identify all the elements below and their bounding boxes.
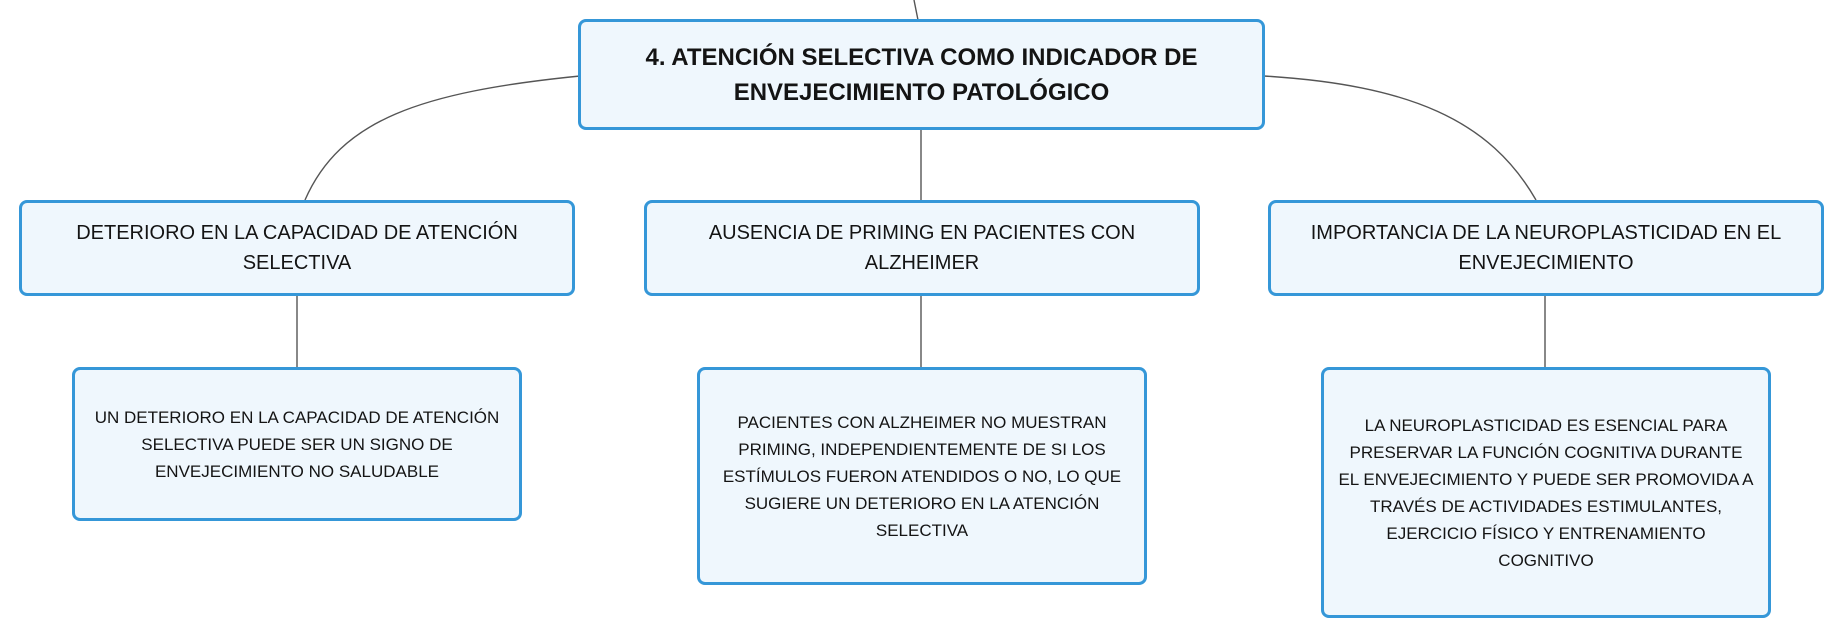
detail-3-text: LA NEUROPLASTICIDAD ES ESENCIAL PARA PRESERVAR LA FUNCIÓN COGNITIVA DURANTE EL ENVEJECIMIENTO Y PUEDE SER PROMOVIDA A TRAVÉS DE ACTIVIDADES ESTIMULANTES, EJERCICIO FÍSICO Y ENTRENAMIENTO COGNITIVO [1338, 415, 1754, 570]
detail-1-text: UN DETERIORO EN LA CAPACIDAD DE ATENCIÓN SELECTIVA PUEDE SER UN SIGNO DE ENVEJECIMIENTO NO SALUDABLE [94, 407, 500, 481]
detail-node-3[interactable] [1321, 367, 1771, 618]
branch-node-2[interactable] [644, 200, 1200, 296]
branch-node-3[interactable] [1268, 200, 1824, 296]
branch-1-title: DETERIORO EN LA CAPACIDAD DE ATENCIÓN SELECTIVA [76, 222, 518, 274]
branch-node-1[interactable] [19, 200, 575, 296]
detail-2-text: PACIENTES CON ALZHEIMER NO MUESTRAN PRIMING, INDEPENDIENTEMENTE DE SI LOS ESTÍMULOS FUERON ATENDIDOS O NO, LO QUE SUGIERE UN DETERIORO EN LA ATENCIÓN SELECTIVA [722, 412, 1122, 540]
connector-parent-to-root [914, 0, 918, 20]
branch-3-title: IMPORTANCIA DE LA NEUROPLASTICIDAD EN EL ENVEJECIMIENTO [1310, 222, 1782, 274]
root-topic-text: 4. ATENCIÓN SELECTIVA COMO INDICADOR DE ENVEJECIMIENTO PATOLÓGICO [645, 43, 1198, 106]
root-topic-node[interactable] [578, 19, 1265, 130]
branch-2-title: AUSENCIA DE PRIMING EN PACIENTES CON ALZHEIMER [708, 222, 1136, 274]
detail-node-2[interactable] [697, 367, 1147, 585]
connector-root-to-branch-3 [1264, 76, 1536, 200]
detail-node-1[interactable] [72, 367, 522, 521]
connector-root-to-branch-1 [305, 76, 580, 200]
